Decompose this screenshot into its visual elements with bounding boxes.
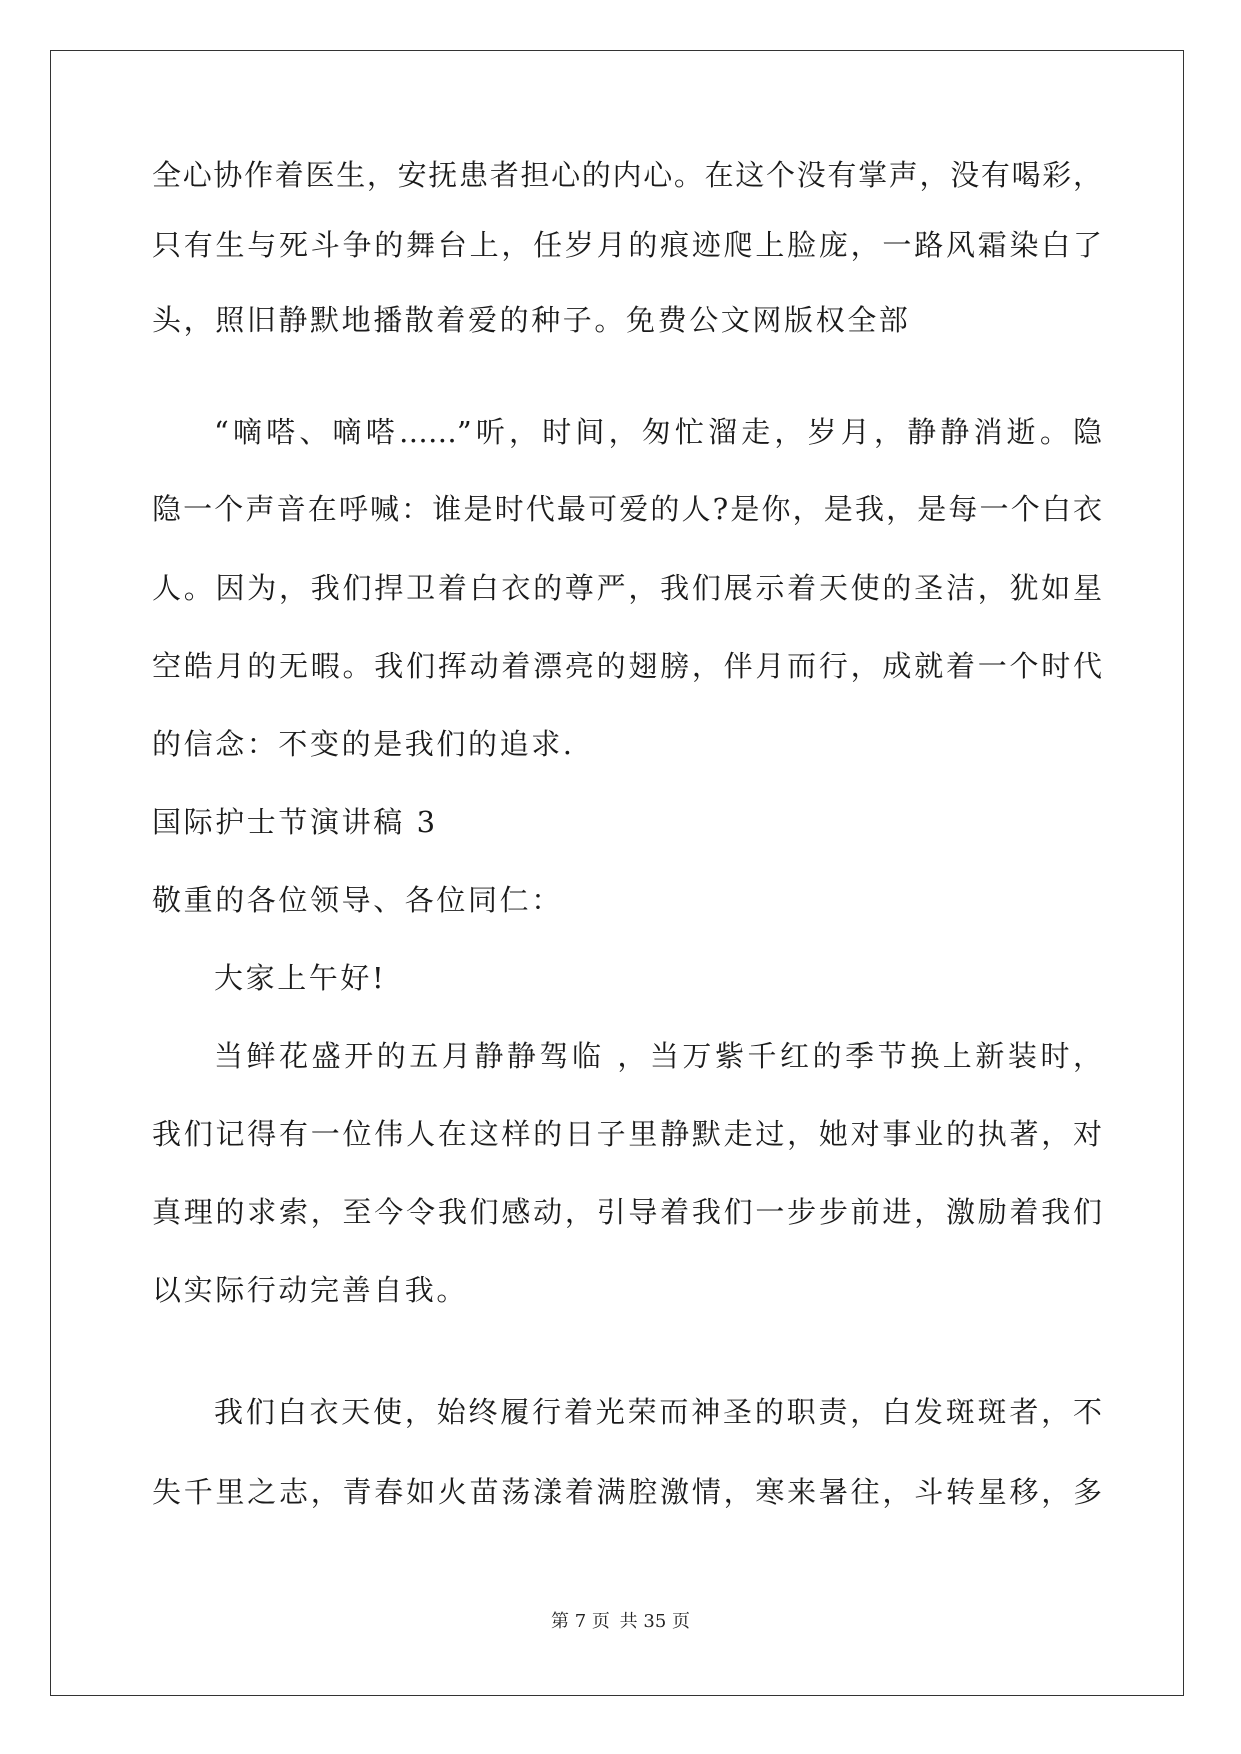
section-title: 国际护士节演讲稿 3: [152, 805, 438, 839]
text-line: 我们记得有一位伟人在这样的日子里静默走过，她对事业的执著，对: [152, 1117, 1102, 1151]
text-line: 隐一个声音在呼喊：谁是时代最可爱的人?是你，是我，是每一个白衣: [152, 492, 1102, 526]
greeting: 大家上午好!: [214, 961, 387, 995]
page-total: 共 35 页: [619, 1611, 690, 1632]
text-line: 的信念：不变的是我们的追求.: [152, 727, 575, 761]
text-line: 全心协作着医生，安抚患者担心的内心。在这个没有掌声，没有喝彩，: [152, 158, 1102, 192]
page-footer: [0, 1610, 1241, 1634]
text-line: 只有生与死斗争的舞台上，任岁月的痕迹爬上脸庞，一路风霜染白了: [152, 228, 1102, 262]
page-number: 第 7 页: [551, 1611, 610, 1632]
paragraph-first-line: 我们白衣天使，始终履行着光荣而神圣的职责，白发斑斑者，不: [214, 1395, 1102, 1429]
text-line: 空皓月的无暇。我们挥动着漂亮的翅膀，伴月而行，成就着一个时代: [152, 649, 1102, 683]
page-border: [50, 50, 1184, 1696]
text-line: 人。因为，我们捍卫着白衣的尊严，我们展示着天使的圣洁，犹如星: [152, 571, 1102, 605]
text-line: 真理的求索，至今令我们感动，引导着我们一步步前进，激励着我们: [152, 1195, 1102, 1229]
text-line: 失千里之志，青春如火苗荡漾着满腔激情，寒来暑往，斗转星移，多: [152, 1475, 1102, 1509]
text-line: 头，照旧静默地播散着爱的种子。免费公文网版权全部: [152, 303, 911, 337]
paragraph-first-line: 当鲜花盛开的五月静静驾临 ，当万紫千红的季节换上新装时，: [214, 1039, 1102, 1073]
text-line: 以实际行动完善自我。: [152, 1273, 469, 1307]
salutation: 敬重的各位领导、各位同仁：: [152, 883, 563, 917]
paragraph-first-line: “嘀嗒、嘀嗒……”听，时间，匆忙溜走，岁月，静静消逝。隐: [214, 415, 1102, 449]
